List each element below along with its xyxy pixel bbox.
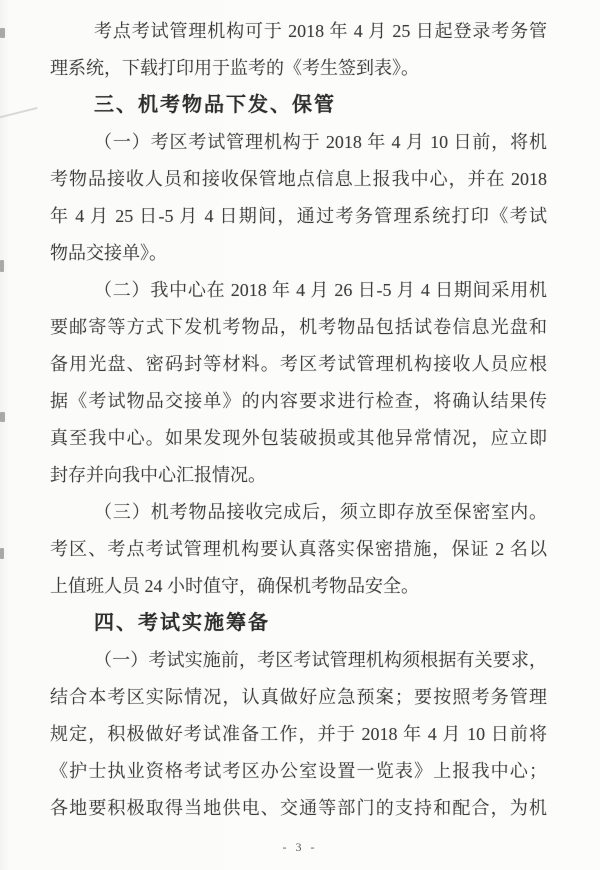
body-line: 《护士执业资格考试考区办公室设置一览表》上报我中心； — [50, 761, 547, 781]
body-line: （一）考区考试管理机构于 2018 年 4 月 10 日前，将机 — [94, 132, 547, 152]
body-line: 考区、考点考试管理机构要认真落实保密措施，保证 2 名以 — [50, 539, 547, 559]
scan-speck — [0, 28, 5, 38]
scan-speck — [0, 412, 5, 422]
body-line: 结合本考区实际情况，认真做好应急预案；要按照考务管理 — [50, 687, 547, 707]
document-body — [50, 13, 547, 827]
page-number: - 3 - — [282, 840, 318, 854]
body-line: 理系统，下载打印用于监考的《考生签到表》。 — [50, 58, 419, 78]
body-line: 年 4 月 25 日-5 月 4 日期间，通过考务管理系统打印《考试 — [50, 206, 547, 226]
body-line: 物品交接单》。 — [50, 243, 167, 263]
scan-streak — [0, 107, 38, 119]
body-line: 各地要积极取得当地供电、交通等部门的支持和配合，为机 — [50, 798, 547, 818]
body-line: 考物品接收人员和接收保管地点信息上报我中心，并在 2018 — [50, 169, 547, 189]
body-line: 据《考试物品交接单》的内容要求进行检查，将确认结果传 — [50, 391, 547, 411]
body-line: （一）考试实施前，考区考试管理机构须根据有关要求， — [94, 650, 547, 670]
body-line: 真至我中心。如果发现外包装破损或其他异常情况，应立即 — [50, 428, 547, 448]
section-heading: 四、考试实施筹备 — [94, 612, 270, 634]
body-line: （二）我中心在 2018 年 4 月 26 日-5 月 4 日期间采用机 — [94, 280, 547, 300]
body-line: 备用光盘、密码封等材料。考区考试管理机构接收人员应根 — [50, 354, 547, 374]
scan-speck — [0, 260, 4, 272]
section-heading: 三、机考物品下发、保管 — [94, 94, 336, 116]
body-line: 上值班人员 24 小时值守，确保机考物品安全。 — [50, 576, 419, 596]
body-line: 封存并向我中心汇报情况。 — [50, 465, 266, 485]
scan-speck — [0, 548, 4, 559]
body-line: 要邮寄等方式下发机考物品，机考物品包括试卷信息光盘和 — [50, 317, 547, 337]
body-line: （三）机考物品接收完成后，须立即存放至保密室内。 — [94, 502, 547, 522]
body-line: 考点考试管理机构可于 2018 年 4 月 25 日起登录考务管 — [94, 21, 547, 41]
body-line: 规定，积极做好考试准备工作，并于 2018 年 4 月 10 日前将 — [50, 724, 547, 744]
